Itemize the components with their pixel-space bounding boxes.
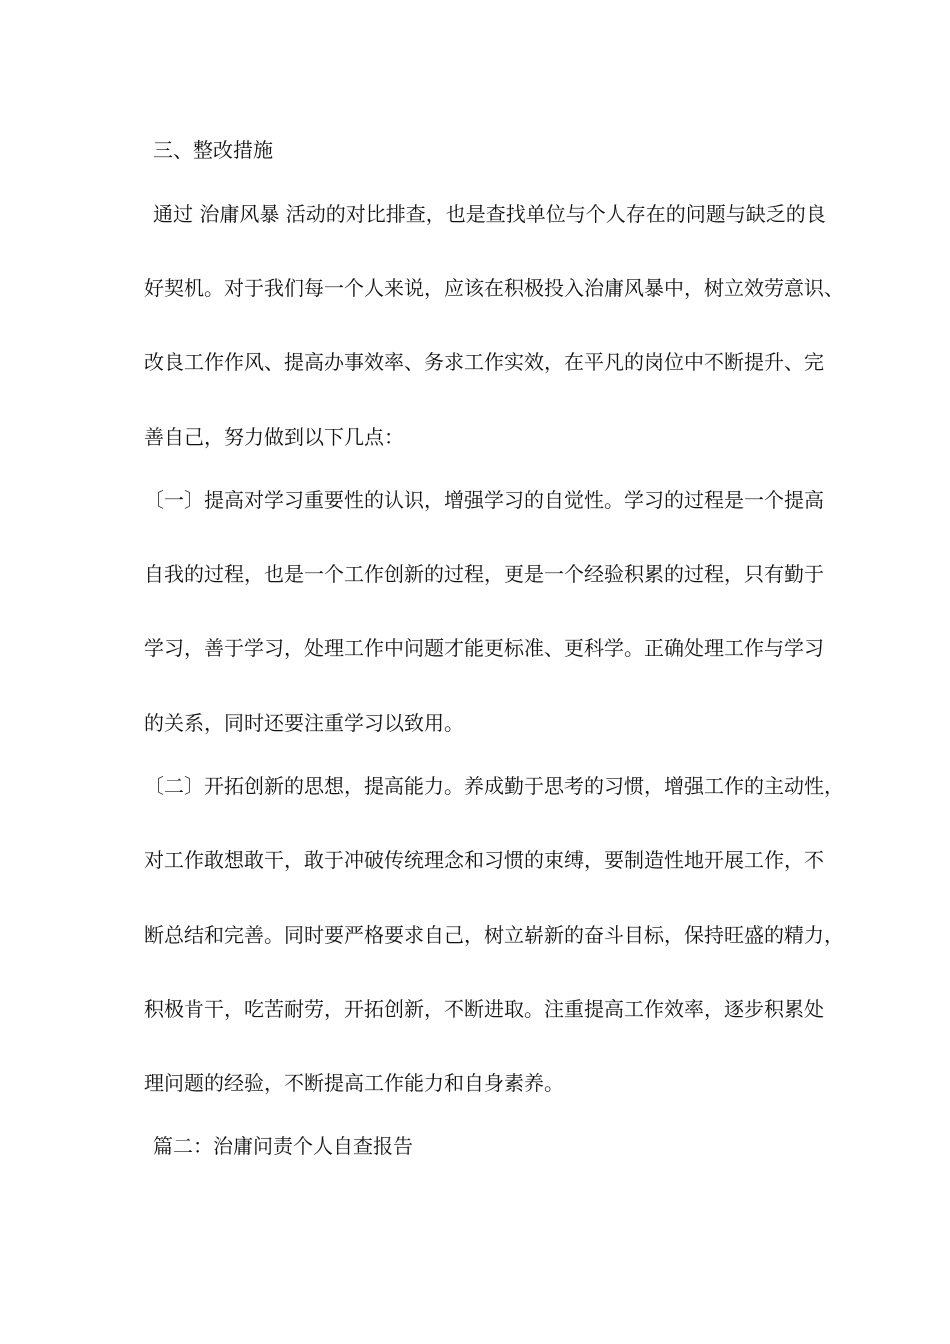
paragraph-line: 积极肯干，吃苦耐劳，开拓创新，不断进取。注重提高工作效率，逐步积累处 bbox=[144, 997, 824, 1021]
paragraph-line: 的关系，同时还要注重学习以致用。 bbox=[144, 711, 464, 735]
paragraph-line: 对工作敢想敢干，敢于冲破传统理念和习惯的束缚，要制造性地开展工作，不 bbox=[144, 848, 824, 872]
paragraph-line: 〔二〕开拓创新的思想，提高能力。养成勤于思考的习惯，增强工作的主动性， bbox=[144, 774, 844, 798]
paragraph-line: 自我的过程，也是一个工作创新的过程，更是一个经验积累的过程，只有勤于 bbox=[144, 562, 824, 586]
paragraph-line: 善自己，努力做到以下几点： bbox=[144, 425, 404, 449]
section-heading: 篇二：治庸问责个人自查报告 bbox=[153, 1134, 413, 1158]
paragraph-line: 通过 治庸风暴 活动的对比排查，也是查找单位与个人存在的问题与缺乏的良 bbox=[153, 202, 826, 226]
paragraph-line: 〔一〕提高对学习重要性的认识，增强学习的自觉性。学习的过程是一个提高 bbox=[144, 488, 824, 512]
paragraph-line: 理问题的经验，不断提高工作能力和自身素养。 bbox=[144, 1071, 564, 1095]
section-heading: 三、整改措施 bbox=[153, 138, 273, 162]
paragraph-line: 好契机。对于我们每一个人来说，应该在积极投入治庸风暴中，树立效劳意识、 bbox=[144, 276, 844, 300]
paragraph-line: 断总结和完善。同时要严格要求自己，树立崭新的奋斗目标，保持旺盛的精力， bbox=[144, 923, 844, 947]
paragraph-line: 改良工作作风、提高办事效率、务求工作实效，在平凡的岗位中不断提升、完 bbox=[144, 350, 824, 374]
paragraph-line: 学习，善于学习，处理工作中问题才能更标准、更科学。正确处理工作与学习 bbox=[144, 636, 824, 660]
